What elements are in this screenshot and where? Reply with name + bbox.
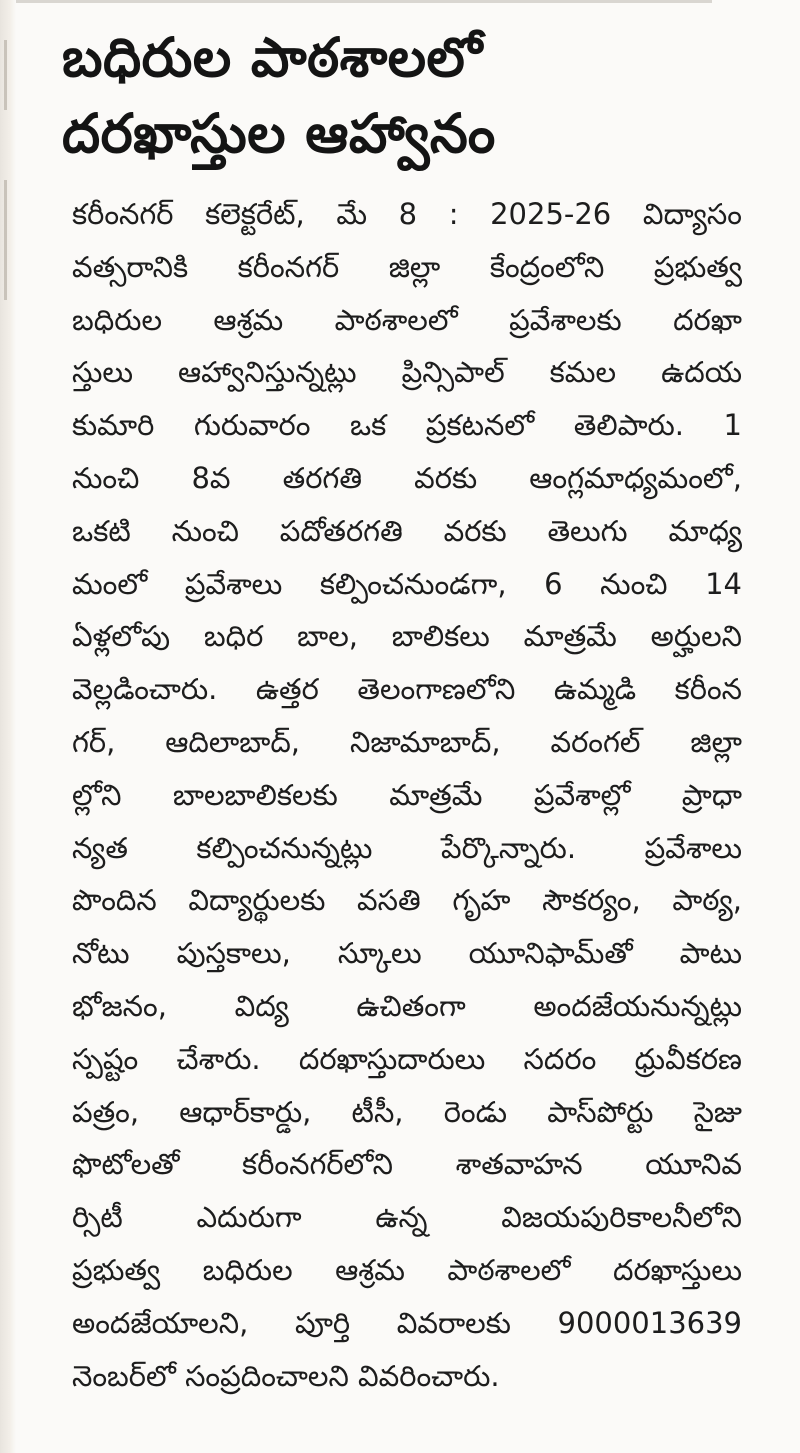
body-line: కరీంనగర్ కలెక్టరేట్, మే 8 : 2025-26 విద్యాసం [72, 197, 742, 231]
body-line: వత్సరానికి కరీంనగర్ జిల్లా కేంద్రంలోని ప్రభుత్వ [72, 249, 742, 284]
body-line: బధిరుల ఆశ్రమ పాఠశాలలో ప్రవేశాలకు దరఖా [72, 302, 742, 337]
margin-mark [4, 180, 7, 300]
body-line: నోటు పుస్తకాలు, స్కూలు యూనిఫామ్‌తో పాటు [72, 936, 742, 971]
body-line: పొందిన విద్యార్థులకు వసతి గృహ సౌకర్యం, పాఠ్య, [72, 883, 742, 918]
body-line: ల్లోని బాలబాలికలకు మాత్రమే ప్రవేశాల్లో ప్రాధా [72, 777, 742, 812]
body-line: భోజనం, విద్య ఉచితంగా అందజేయనున్నట్లు [72, 988, 742, 1023]
body-line: గర్, ఆదిలాబాద్, నిజామాబాద్, వరంగల్ జిల్లా [72, 724, 742, 759]
left-margin-strip [0, 0, 16, 1453]
body-line: మంలో ప్రవేశాలు కల్పించనుండగా, 6 నుంచి 14 [72, 566, 742, 601]
body-line: స్తులు ఆహ్వానిస్తున్నట్లు ప్రిన్సిపాల్ కమల ఉదయ [72, 355, 742, 390]
body-line: అందజేయాలని, పూర్తి వివరాలకు 9000013639 [72, 1305, 742, 1340]
article-body [72, 188, 742, 1402]
article-headline [62, 20, 762, 172]
body-line: కుమారి గురువారం ఒక ప్రకటనలో తెలిపారు. 1 [72, 408, 742, 443]
margin-mark [4, 40, 7, 110]
body-line: ఫొటోలతో కరీంనగర్‌లోని శాతవాహన యూనివ [72, 1147, 742, 1182]
headline-line: దరఖాస్తుల ఆహ్వానం [62, 102, 496, 165]
body-line: నెంబర్‌లో సంప్రదించాలని వివరించారు. [72, 1358, 500, 1393]
body-line: ఏళ్లలోపు బధిర బాల, బాలికలు మాత్రమే అర్హులని [72, 619, 742, 654]
headline-line: బధిరుల పాఠశాలలో [62, 26, 483, 89]
body-line: ప్రభుత్వ బధిరుల ఆశ్రమ పాఠశాలలో దరఖాస్తులు [72, 1252, 742, 1287]
body-line: ఒకటి నుంచి పదోతరగతి వరకు తెలుగు మాధ్య [72, 513, 742, 548]
body-line: న్యత కల్పించనున్నట్లు పేర్కొన్నారు. ప్రవేశాలు [72, 830, 742, 865]
body-line: పత్రం, ఆధార్‌కార్డు, టీసీ, రెండు పాస్‌పోర్టు సైజు [72, 1094, 742, 1129]
body-line: ర్సిటీ ఎదురుగా ఉన్న విజయపురికాలనీలోని [72, 1200, 742, 1235]
body-line: స్పష్టం చేశారు. దరఖాస్తుదారులు సదరం ధ్రువీకరణ [72, 1041, 742, 1076]
top-rule [0, 0, 712, 3]
body-line: నుంచి 8వ తరగతి వరకు ఆంగ్లమాధ్యమంలో, [72, 460, 742, 495]
body-line: వెల్లడించారు. ఉత్తర తెలంగాణలోని ఉమ్మడి కరీంన [72, 672, 742, 707]
